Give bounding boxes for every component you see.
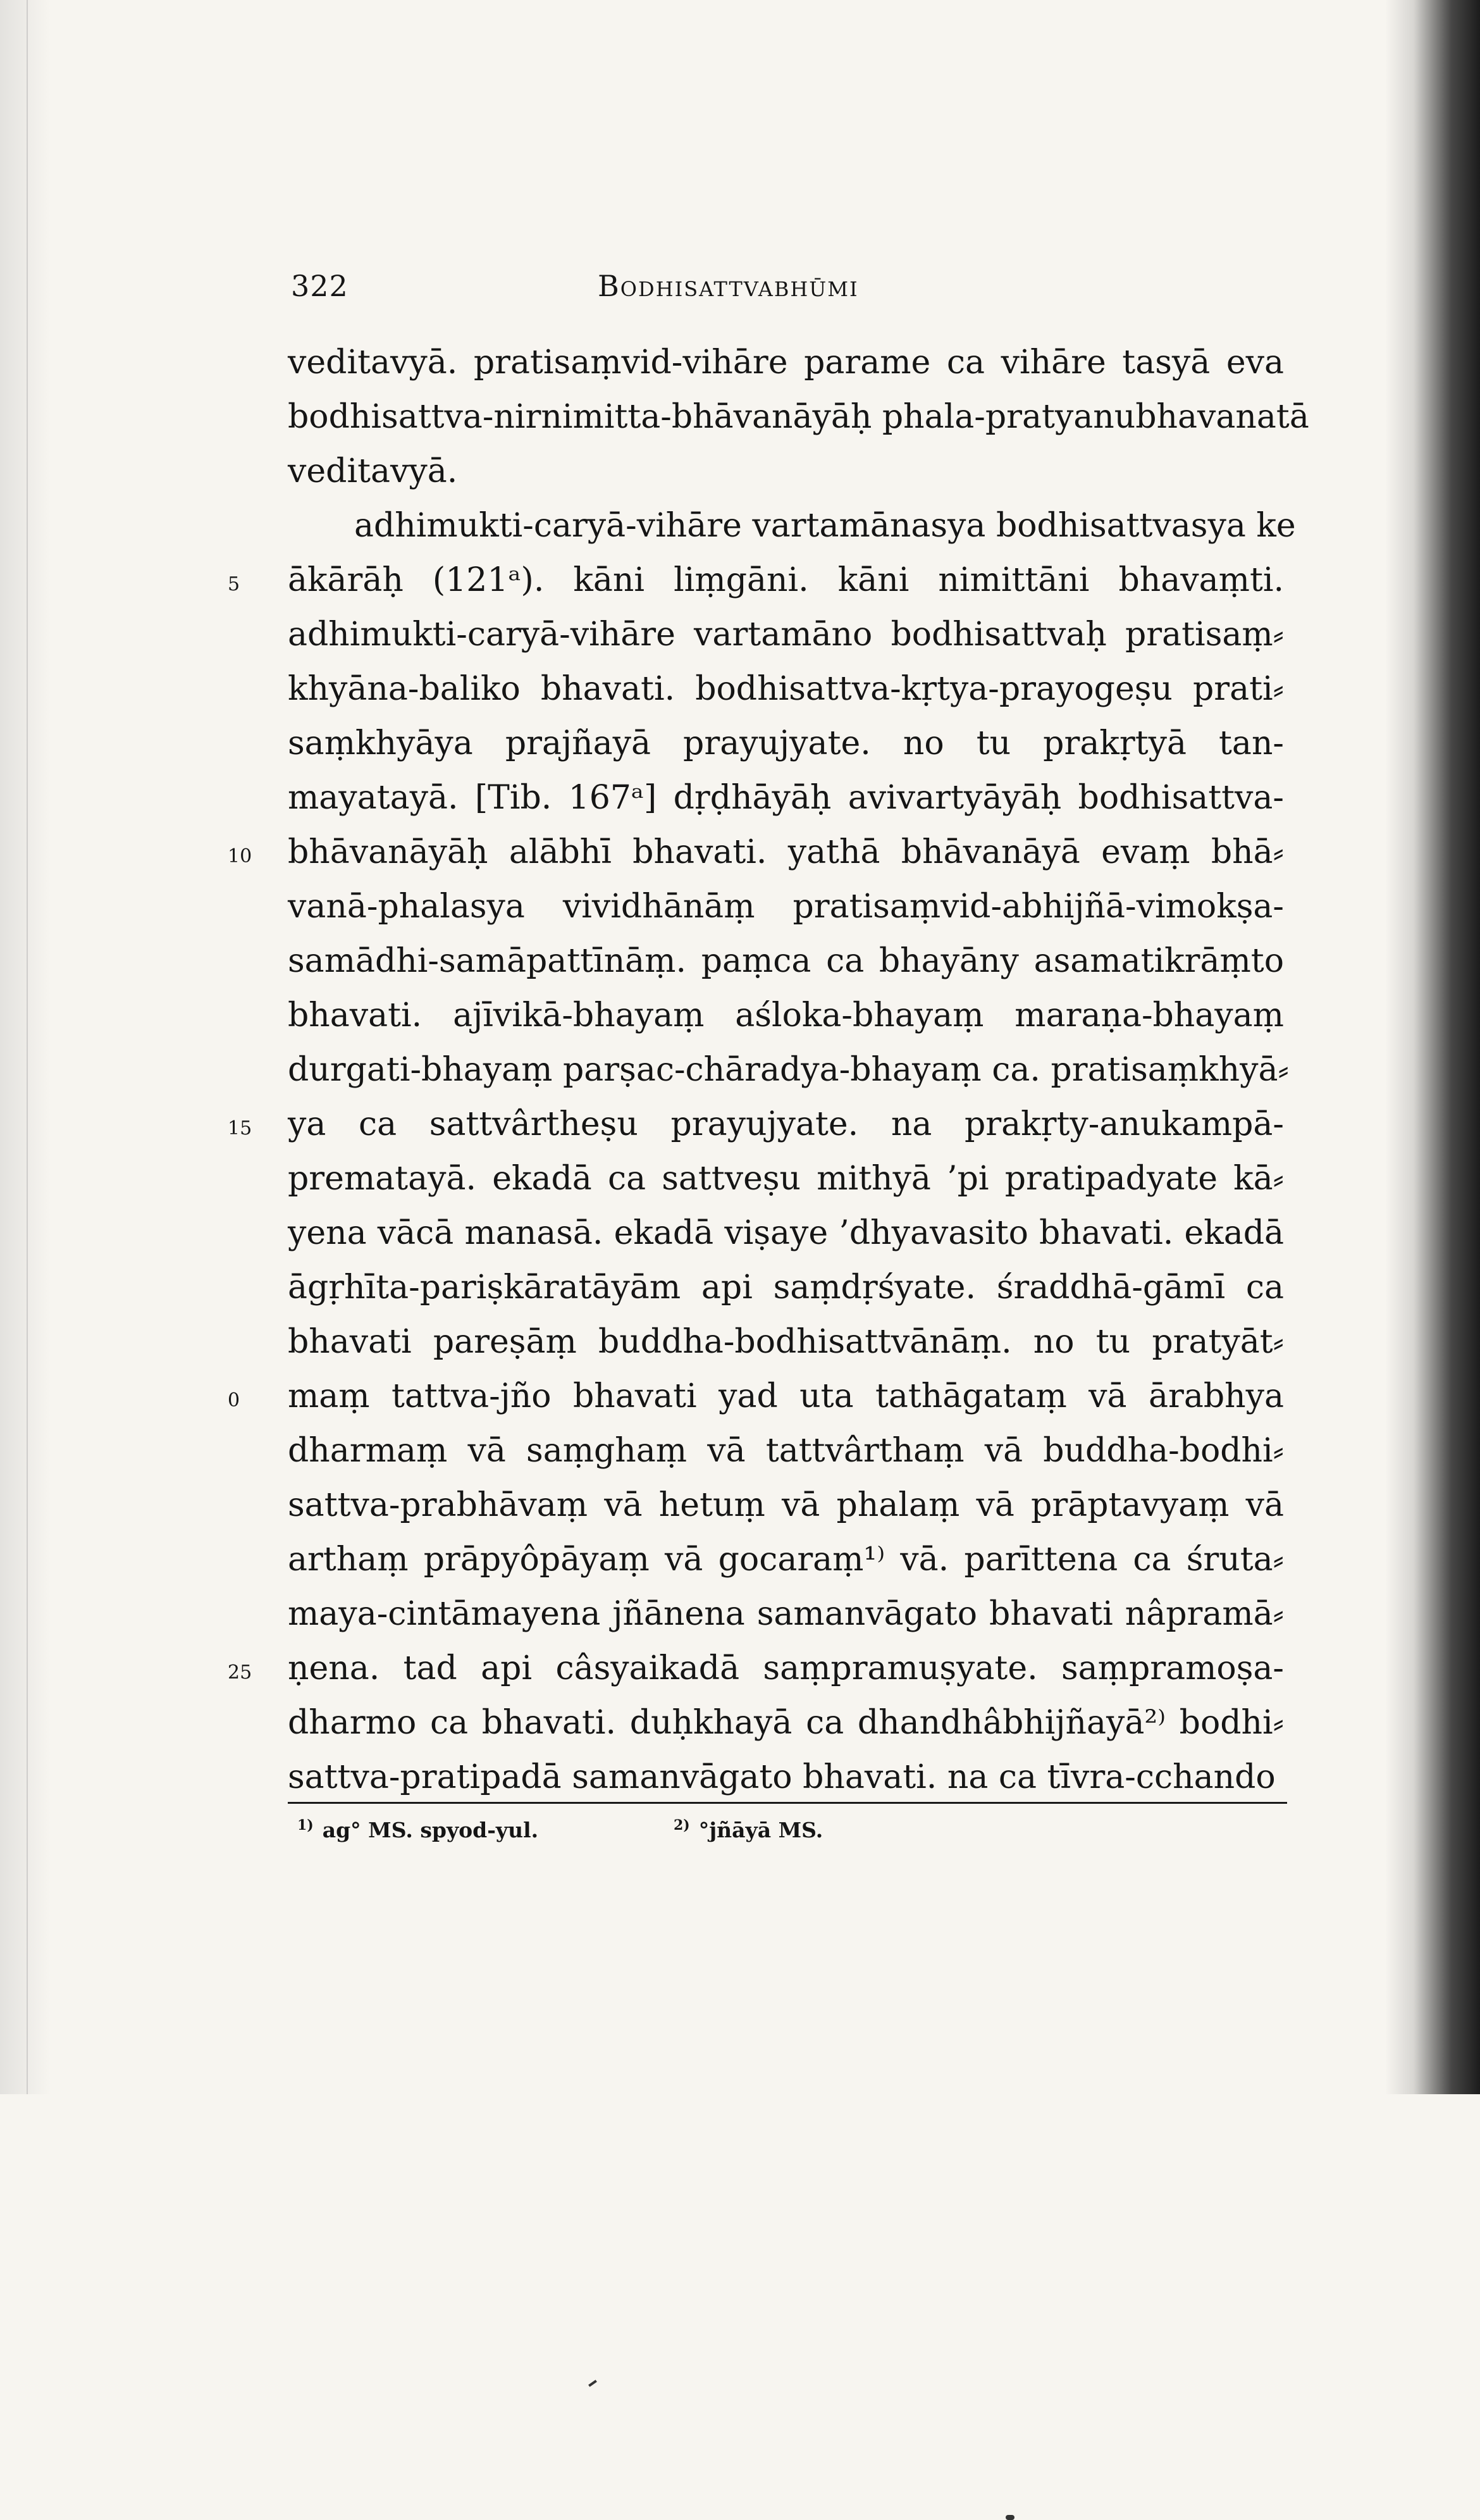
gutter-line — [27, 0, 28, 2094]
footnote-1 — [297, 1817, 538, 1842]
text-line: bhavati pareṣāṃ buddha-bodhisattvānāṃ. no tu pratyāt⸗ — [288, 1323, 1284, 1361]
text-line: ṇena. tad api câsyaikadā saṃpramuṣyate. saṃpramoṣa- — [288, 1649, 1284, 1687]
footnote-separator — [288, 1802, 1287, 1804]
line-number: 25 — [228, 1661, 252, 1684]
text-line: sattva-prabhāvaṃ vā hetuṃ vā phalaṃ vā prāptavyaṃ vā — [288, 1486, 1284, 1524]
page-edge-shadow — [1385, 0, 1480, 2094]
text-line: yena vācā manasā. ekadā viṣaye ’dhyavasito bhavati. ekadā — [288, 1214, 1284, 1252]
text-line: prematayā. ekadā ca sattveṣu mithyā ’pi pratipadyate kā⸗ — [288, 1160, 1284, 1198]
stray-ink-mark — [588, 2380, 597, 2387]
text-line: sattva-pratipadā samanvāgato bhavati. na ca tīvra-cchando — [288, 1758, 1276, 1796]
text-line: ya ca sattvârtheṣu prayujyate. na prakṛty-anukampā- — [288, 1105, 1284, 1143]
footnote-text: ag° MS. spyod-yul. — [322, 1818, 539, 1842]
text-line: āgṛhīta-pariṣkāratāyām api saṃdṛśyate. śraddhā-gāmī ca — [288, 1269, 1284, 1307]
footnote-marker: 2) — [674, 1817, 690, 1834]
stray-ink-mark — [1006, 2515, 1014, 2520]
page-gutter-shading — [0, 0, 51, 2094]
text-line: samādhi-samāpattīnāṃ. paṃca ca bhayāny asamatikrāṃto — [288, 942, 1284, 980]
text-line: maṃ tattva-jño bhavati yad uta tathāgataṃ vā ārabhya — [288, 1377, 1284, 1415]
text-line: dharmo ca bhavati. duḥkhayā ca dhandhâbhijñayā²⁾ bodhi⸗ — [288, 1704, 1284, 1742]
text-line: veditavyā. pratisaṃvid-vihāre parame ca vihāre tasyā eva — [288, 344, 1284, 382]
footnote-marker: 1) — [297, 1817, 314, 1834]
text-line: ākārāḥ (121ᵃ). kāni liṃgāni. kāni nimittāni bhavaṃti. — [288, 561, 1284, 599]
text-line: arthaṃ prāpyôpāyaṃ vā gocaraṃ¹⁾ vā. parīttena ca śruta⸗ — [288, 1541, 1284, 1579]
text-line: bodhisattva-nirnimitta-bhāvanāyāḥ phala-pratyanubhavanatā — [288, 398, 1309, 436]
text-line: vanā-phalasya vividhānāṃ pratisaṃvid-abhijñā-vimokṣa- — [288, 888, 1284, 926]
footnote-2 — [674, 1817, 823, 1842]
text-line: saṃkhyāya prajñayā prayujyate. no tu prakṛtyā tan- — [288, 724, 1284, 762]
page-number: 322 — [291, 269, 348, 303]
footnote-text: °jñāyā MS. — [698, 1818, 823, 1842]
line-number: 15 — [228, 1117, 252, 1139]
text-line: adhimukti-caryā-vihāre vartamānasya bodhisattvasya ke — [354, 507, 1296, 545]
text-line: durgati-bhayaṃ parṣac-chāradya-bhayaṃ ca. pratisaṃkhyā⸗ — [288, 1051, 1289, 1089]
line-number: 0 — [228, 1389, 240, 1412]
text-line: mayatayā. [Tib. 167ᵃ] dṛḍhāyāḥ avivartyāyāḥ bodhisattva- — [288, 779, 1284, 817]
line-number: 10 — [228, 845, 252, 867]
text-line: maya-cintāmayena jñānena samanvāgato bhavati nâpramā⸗ — [288, 1595, 1284, 1633]
text-line: khyāna-baliko bhavati. bodhisattva-kṛtya-prayogeṣu prati⸗ — [288, 670, 1284, 708]
text-line: veditavyā. — [288, 452, 458, 490]
running-header: Bodhisattvabhūmi — [598, 269, 859, 303]
text-line: dharmaṃ vā saṃghaṃ vā tattvârthaṃ vā buddha-bodhi⸗ — [288, 1432, 1284, 1470]
text-line: bhavati. ajīvikā-bhayaṃ aśloka-bhayaṃ maraṇa-bhayaṃ — [288, 996, 1284, 1034]
text-line: adhimukti-caryā-vihāre vartamāno bodhisattvaḥ pratisaṃ⸗ — [288, 616, 1284, 654]
text-line: bhāvanāyāḥ alābhī bhavati. yathā bhāvanāyā evaṃ bhā⸗ — [288, 833, 1284, 871]
line-number: 5 — [228, 573, 240, 595]
